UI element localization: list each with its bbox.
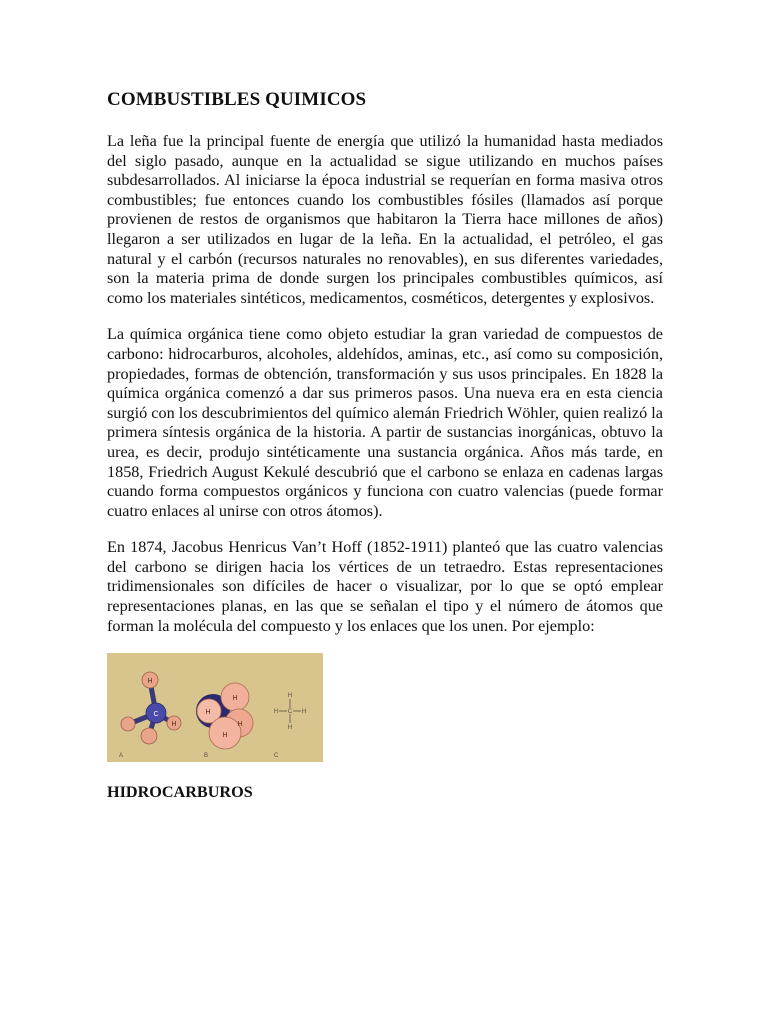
atom-label-h-b4: H (222, 732, 228, 740)
formula-h-left: H (273, 709, 279, 716)
paragraph-combustibles: La leña fue la principal fuente de energía que utilizó la humanidad hasta mediados del siglo pasado, aunque en la actualidad se sigue utilizando en muchos países subdesarrollados. Al iniciarse la época industrial se requerían en forma masiva otros combustibles; fue entonces cuando los combustibles fósiles (llamados así porque provienen de restos de organismos que habitaron la Tierra hace millones de años) llegaron a ser utilizados en lugar de la leña. En la actualidad, el petróleo, el gas natural y el carbón (recursos naturales no renovables), en sus diferentes variedades, son la materia prima de donde surgen los principales combustibles químicos, así como los materiales sintéticos, medicamentos, cosméticos, detergentes y explosivos. (107, 132, 663, 307)
panel-label-c: C (274, 753, 279, 760)
paragraph-van-t-hoff: En 1874, Jacobus Henricus Van’t Hoff (1852-1911) planteó que las cuatro valencias del carbono se dirigen hacia los vértices de un tetraedro. Estas representaciones tridimensionales son difíciles de hacer o visualizar, por lo que se optó emplear representaciones planas, en las que se señalan el tipo y el número de átomos que forman la molécula del compuesto y los enlaces que los unen. Por ejemplo: (107, 538, 663, 635)
atom-label-h-right: H (171, 721, 177, 729)
paragraph-quimica-organica: La química orgánica tiene como objeto estudiar la gran variedad de compuestos de carbono: hidrocarburos, alcoholes, aldehídos, aminas, etc., así como su composición, propiedades, formas de obtención, transformación y sus usos principales. En 1828 la química orgánica comenzó a dar sus primeros pasos. Una nueva era en esta ciencia surgió con los descubrimientos del químico alemán Friedrich Wöhler, quien realizó la primera síntesis orgánica de la historia. A partir de sustancias inorgánicas, obtuvo la urea, es decir, produjo sintéticamente una sustancia orgánica. Años más tarde, en 1858, Friedrich August Kekulé descubrió que el carbono se enlaza en cadenas largas cuando forma compuestos orgánicos y funciona con cuatro valencias (puede formar cuatro enlaces al unirse con otros átomos). (107, 325, 663, 520)
methane-models-figure (107, 653, 323, 762)
formula-c-center: C (287, 709, 293, 716)
formula-h-top: H (287, 693, 293, 700)
formula-h-bottom: H (287, 725, 293, 732)
panel-label-a: A (119, 753, 124, 760)
document-title: COMBUSTIBLES QUIMICOS (107, 89, 367, 110)
atom-label-h-top: H (147, 678, 153, 686)
formula-h-right: H (301, 709, 307, 716)
atom-label-c-a: C (153, 711, 159, 719)
document-body (107, 86, 663, 802)
atom-label-h-b2: H (205, 709, 211, 717)
panel-label-b: B (204, 753, 209, 760)
atom-label-h-b1: H (232, 695, 238, 703)
atom-label-h-b3: H (237, 721, 243, 729)
methane-models-illustration (107, 653, 323, 762)
section-heading-hidrocarburos: HIDROCARBUROS (107, 783, 253, 802)
